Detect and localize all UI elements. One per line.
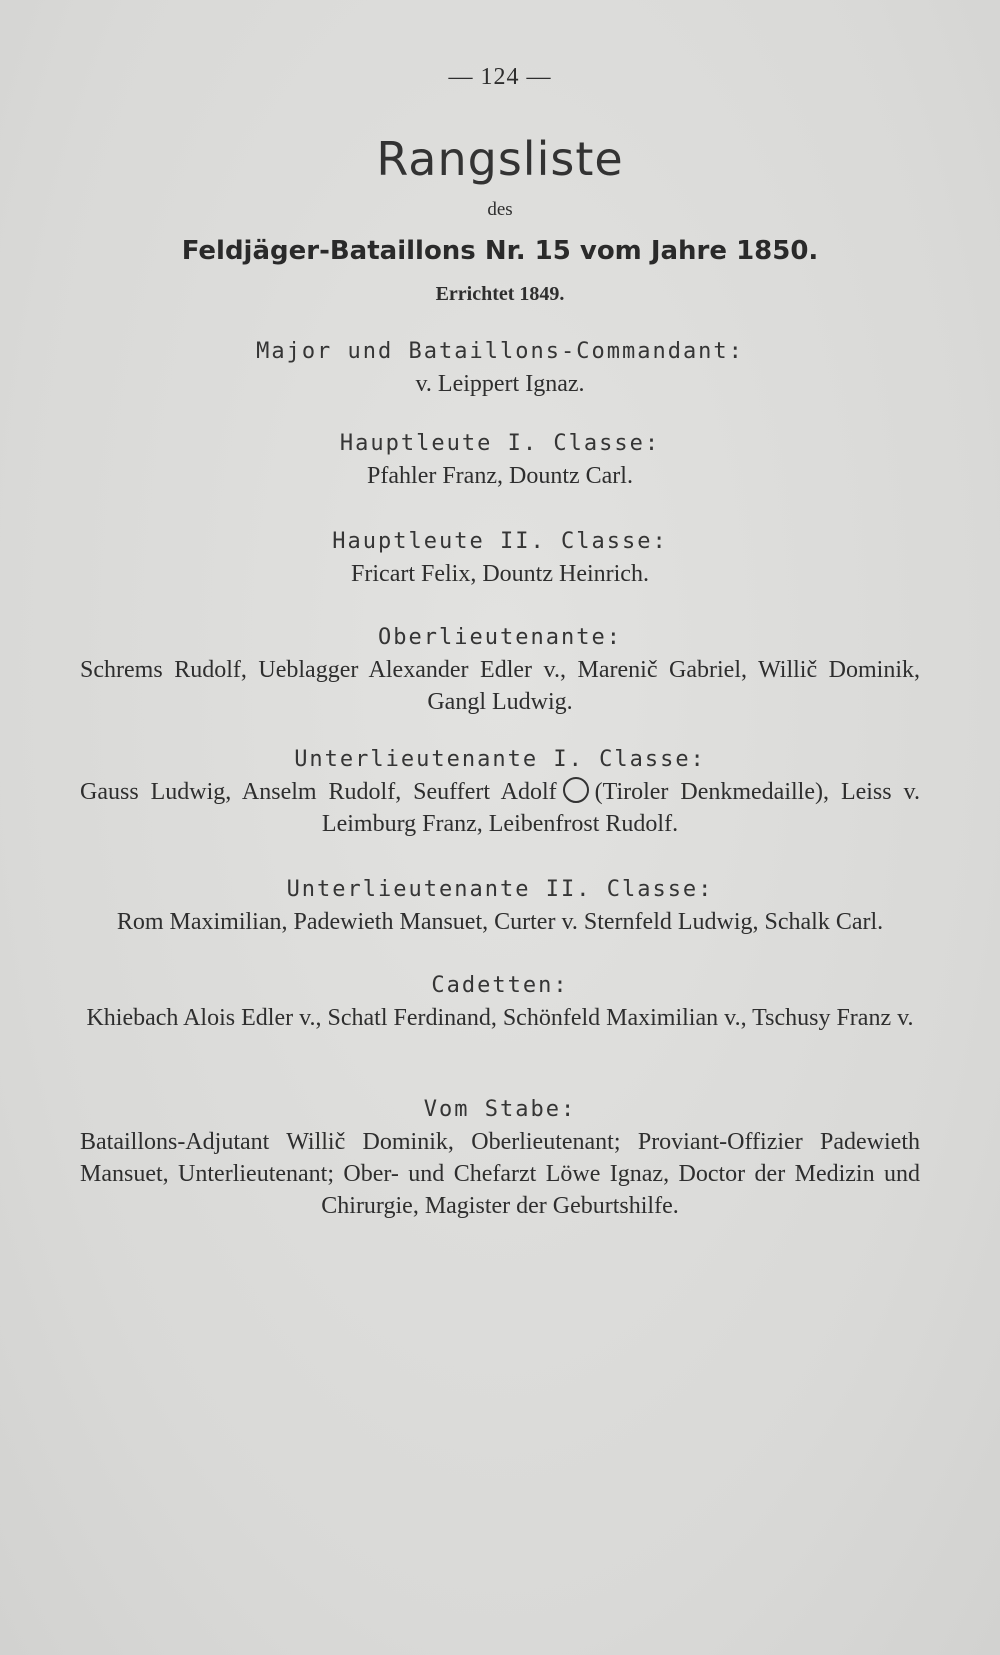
- rank-heading: Oberlieutenante:: [378, 625, 622, 650]
- names-list: Bataillons-Adjutant Willič Dominik, Oberlieutenant; Proviant-Offizier Padewieth Mansuet, Unterlieutenant; Ober- und Chefarzt Löwe Ignaz, Doctor der Medizin und Chirurgie, Magister der Geburtshilfe.: [80, 1129, 920, 1219]
- names-list: Rom Maximilian, Padewieth Mansuet, Curter v. Sternfeld Ludwig, Schalk Carl.: [116, 909, 884, 935]
- page-number: — 124 —: [448, 64, 552, 90]
- names-list: v. Leippert Ignaz.: [415, 371, 585, 397]
- names-list: [80, 776, 920, 840]
- rank-heading: Unterlieutenante I. Classe:: [294, 747, 706, 772]
- section-major: [80, 336, 920, 400]
- names-before-medal: Gauss Ludwig, Anselm Rudolf, Seuffert Adolf: [80, 779, 557, 805]
- names-list: Schrems Rudolf, Ueblagger Alexander Edler v., Marenič Gabriel, Willič Dominik, Gangl Ludwig.: [80, 657, 920, 715]
- section-hauptleute-2: [80, 526, 920, 590]
- rank-heading: Unterlieutenante II. Classe:: [286, 877, 714, 902]
- names-list: Khiebach Alois Edler v., Schatl Ferdinand, Schönfeld Maximilian v., Tschusy Franz v.: [86, 1005, 914, 1031]
- section-oberlieutenante: [80, 622, 920, 718]
- title-connector: des: [487, 199, 513, 220]
- names-after-medal: (Tiroler Denkmedaille), Leiss v. Leimburg Franz, Leibenfrost Rudolf.: [321, 779, 920, 837]
- rank-heading: Hauptleute I. Classe:: [339, 431, 661, 456]
- section-hauptleute-1: [80, 428, 920, 492]
- rank-heading: Hauptleute II. Classe:: [332, 529, 668, 554]
- rank-heading: Cadetten:: [431, 973, 569, 998]
- established-note: Errichtet 1849.: [435, 283, 565, 305]
- circle-medal-icon: [563, 777, 589, 803]
- section-cadetten: [80, 970, 920, 1034]
- names-list: Fricart Felix, Dountz Heinrich.: [351, 561, 649, 587]
- rank-heading: Vom Stabe:: [423, 1097, 577, 1122]
- rank-heading: Major und Bataillons-Commandant:: [256, 339, 744, 364]
- page-title: Rangsliste: [376, 132, 624, 186]
- battalion-heading: Feldjäger-Bataillons Nr. 15 vom Jahre 1850.: [181, 236, 819, 266]
- names-list: Pfahler Franz, Dountz Carl.: [367, 463, 633, 489]
- section-unterlieutenante-2: [80, 874, 920, 938]
- section-vom-stabe: [80, 1094, 920, 1222]
- section-unterlieutenante-1: [80, 744, 920, 840]
